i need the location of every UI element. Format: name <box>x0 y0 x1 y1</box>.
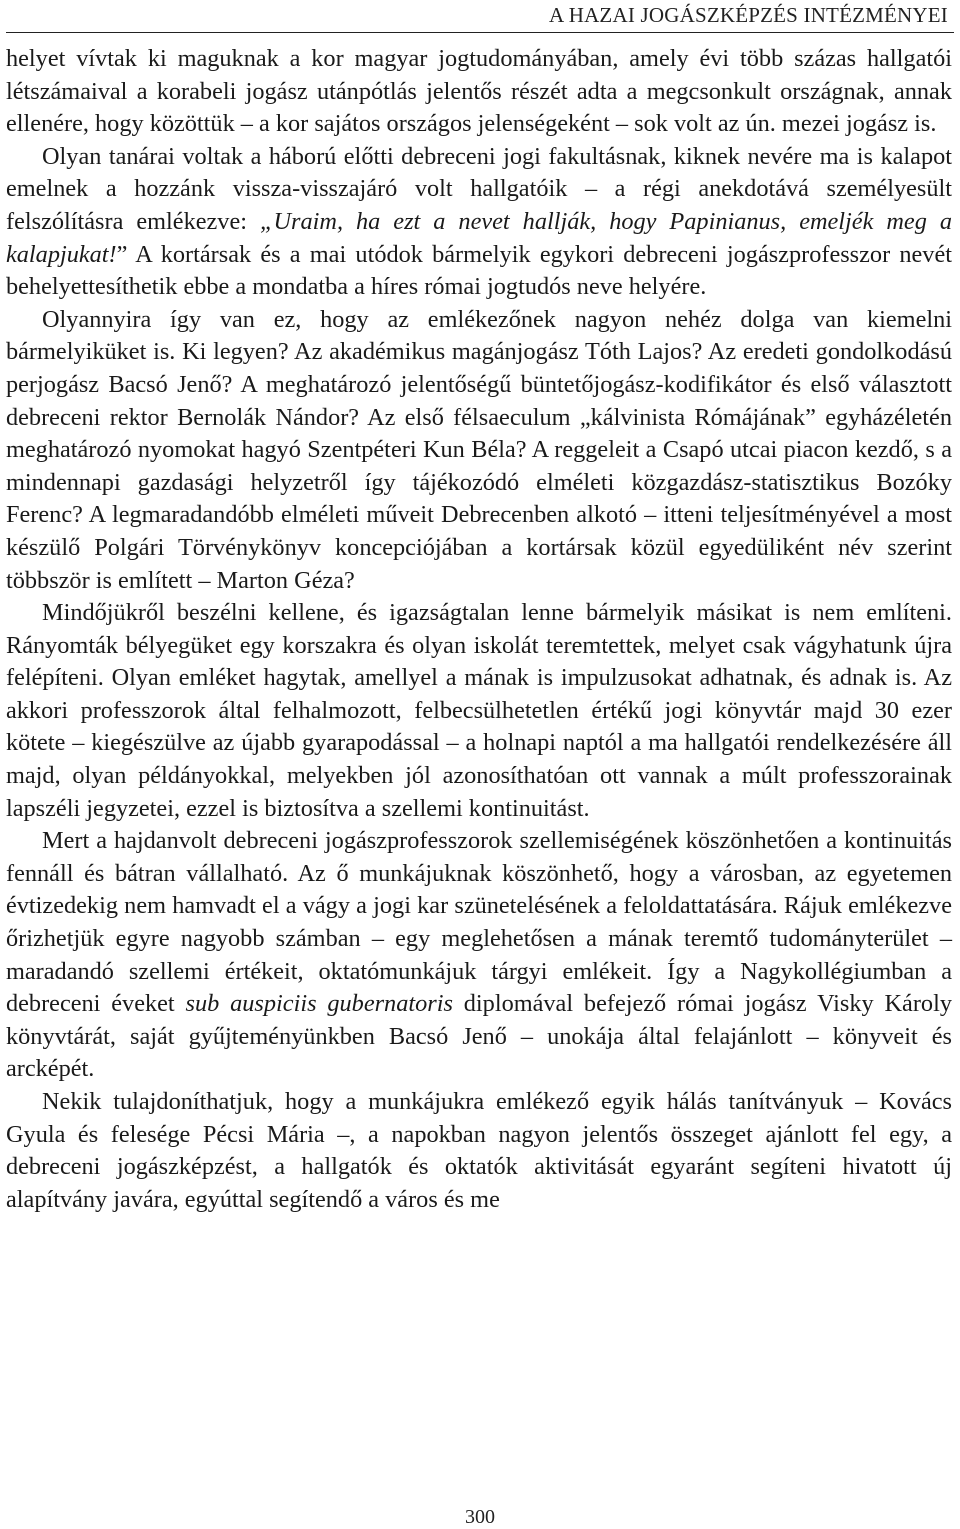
latin-phrase: sub auspiciis gubernatoris <box>185 990 453 1018</box>
running-header: A HAZAI JOGÁSZKÉPZÉS INTÉZMÉNYEI <box>549 3 948 27</box>
paragraph-6: Nekik tulajdoníthatjuk, hogy a munkájukra emlékező egyik hálás tanítványuk – Kovács Gyula és felesége Pécsi Mária –, a napokban nagyon jelentős összeget ajánlott fel egy, a debreceni jogászképzést, a hallgatók és oktatók aktivitását egyaránt segíteni hivatott új alapítvány javára, egyúttal segítendő a város és me <box>6 1088 952 1213</box>
paragraph-5 <box>6 825 952 1086</box>
paragraph-2-text-b: ” A kortársak és a mai utódok bármelyik egykori debreceni jogászprofesszor nevét behelyettesíthetik ebbe a mondatba a híres római jogtudós neve helyére. <box>6 240 952 301</box>
paragraph-1: helyet vívtak ki maguknak a kor magyar jogtudományában, amely évi több százas hallgatói létszámaival a korabeli jogász utánpótlás jelentős részét adta a megcsonkult országnak, annak ellenére, hogy közöttük – a kor sajátos országos jelenségeként – sok volt az ún. mezei jogász is. <box>6 45 952 138</box>
paragraph-5-text-b: diplomával befejező római jogász Visky Károly könyvtárát, saját gyűjteményünkben Bacsó Jenő – unokája által felajánlott – könyveit és arcképét. <box>6 990 952 1083</box>
paragraph-4: Mindőjükről beszélni kellene, és igazságtalan lenne bármelyik másikat is nem említeni. Rányomták bélyegüket egy korszakra és olyan iskolát teremtettek, melyet csak vágyhatunk újra felépíteni. Olyan emléket hagytak, amellyel a mának is impulzusokat adhatnak, és adnak is. Az akkori professzorok által felhalmozott, felbecsülhetetlen értékű jogi könyvtár majd 30 ezer kötete – kiegészülve az újabb gyarapodással – a holnapi naptól a ma hallgatói rendelkezésére áll majd, olyan példányokkal, melyekben jól azonosíthatóan ott vannak a múlt professzorainak lapszéli jegyzetei, ezzel is biztosítva a szellemi kontinuitást. <box>6 599 952 822</box>
body-text <box>6 43 952 1216</box>
paragraph-3: Olyannyira így van ez, hogy az emlékezőnek nagyon nehéz dolga van kiemelni bármelyiküket is. Ki legyen? Az akadémikus magánjogász Tóth Lajos? Az eredeti gondolkodású perjogász Bacsó Jenő? A meghatározó jelentőségű büntetőjogász-kodifikátor és első választott debreceni rektor Bernolák Nándor? Az első félsaeculum „kálvinista Rómájának” egyházéletén meghatározó nyomokat hagyó Szentpéteri Kun Béla? A reggeleit a Csapó utcai piacon kezdő, s a mindennapi gazdasági helyzetről így tájékozódó elméleti közgazdász-statisztikus Bozóky Ferenc? A legmaradandóbb elméleti műveit Debrecenben alkotó – itteni teljesítményével a most készülő Polgári Törvénykönyv koncepciójában a kortársak közül egyedüliként név szerint többször is említett – Marton Géza? <box>6 305 952 594</box>
paragraph-2 <box>6 141 952 304</box>
paragraph-2-text-a: Olyan tanárai voltak a háború előtti debreceni jogi fakultásnak, kiknek nevére ma is kalapot emelnek a hozzánk vissza-visszajáró volt hallgatóik – a régi anekdotává személyesült felszólításra emlékezve: <box>6 142 952 235</box>
page-number: 300 <box>465 1506 495 1528</box>
header-rule <box>6 32 954 33</box>
papinianus-quote: „Uraim, ha ezt a nevet hallják, hogy Papinianus, emeljék meg a kalapjukat! <box>6 207 952 268</box>
paragraph-5-text-a: Mert a hajdanvolt debreceni jogászprofesszorok szellemiségének köszönhetően a kontinuitás fennáll és bátran vállalható. Az ő munkájuknak köszönhető, hogy a városban, az egyetemen évtizedekig nem hamvadt el a vágy a jogi kar szünetelésének a feloldattatására. Rájuk emlékezve őrizhetjük egyre nagyobb számban – egy meglehetősen a mának teremtő tudományterület – maradandó szellemi értékeit, oktatómunkájuk tárgyi emlékeit. Így a Nagykollégiumban a debreceni éveket <box>6 827 952 1018</box>
